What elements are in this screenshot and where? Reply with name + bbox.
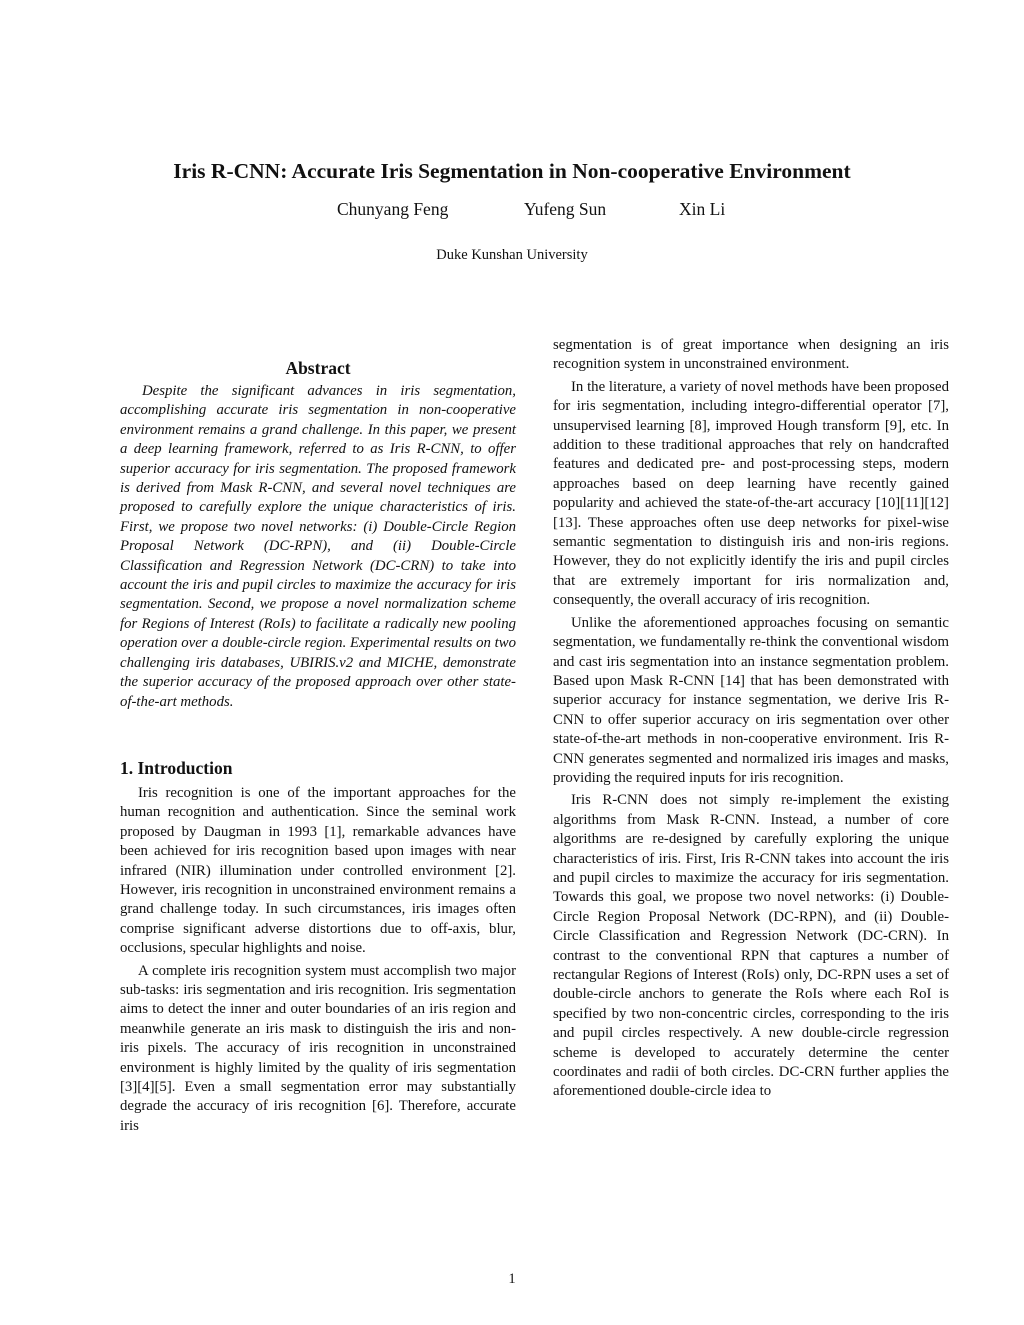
body-paragraph: Iris recognition is one of the important approaches for the human recognition and authentication. Since the seminal work proposed by Daugman in 1993 [1], remarkable advances have been achieved for iris recognition based upon images with near infrared (NIR) illumination under controlled environment [2]. However, iris recognition in unconstrained environment remains a grand challenge today. In such circumstances, iris images often comprise significant adverse distortions due to off-axis, blur, occlusions, specular highlights and noise. xyxy=(120,784,516,957)
page-number: 1 xyxy=(508,1271,516,1287)
body-paragraph: In the literature, a variety of novel methods have been proposed for iris segmentation, including integro-differential operator [7], unsupervised learning [8], improved Hough transform [9], etc. In addition to these traditional approaches that rely on handcrafted features and dedicated pre- and post-processing steps, modern approaches based on deep learning have recently gained popularity and achieved the state-of-the-art accuracy [10][11][12][13]. These approaches often use deep networks for pixel-wise semantic segmentation to distinguish iris and non-iris regions. However, they do not explicitly identify the iris and pupil circles that are extremely important for iris normalization and, consequently, the overall accuracy of iris recognition. xyxy=(553,378,949,609)
body-paragraph: Iris R-CNN does not simply re-implement the existing algorithms from Mask R-CNN. Instead, a number of core algorithms are re-designed by carefully exploring the unique characteristics of iris. First, Iris R-CNN takes into account the iris and pupil circles to maximize the accuracy for iris segmentation. Towards this goal, we propose two novel networks: (i) Double-Circle Region Proposal Network (DC-RPN), and (ii) Double-Circle Classification and Regression Network (DC-CRN). In contrast to the conventional RPN that captures a number of rectangular Regions of Interest (RoIs) only, DC-RPN uses a set of double-circle anchors to generate the RoIs where each RoI is specified by two non-concentric circles, corresponding to the iris and pupil circles respectively. A new double-circle regression scheme is developed to accurately determine the center coordinates and radii of both circles. DC-CRN further applies the aforementioned double-circle idea to xyxy=(553,792,949,1100)
body-paragraph: A complete iris recognition system must accomplish two major sub-tasks: iris segmentation and iris recognition. Iris segmentation aims to detect the inner and outer boundaries of an iris region and meanwhile generate an iris mask to distinguish the iris and non-iris pixels. The accuracy of iris recognition in unconstrained environment is highly limited by the quality of iris segmentation [3][4][5]. Even a small segmentation error may substantially degrade the accuracy of iris recognition [6]. Therefore, accurate iris xyxy=(120,962,516,1134)
author-name: Xin Li xyxy=(679,199,726,219)
section-heading: 1. Introduction xyxy=(120,757,233,778)
affiliation: Duke Kunshan University xyxy=(436,247,588,263)
left-column xyxy=(120,356,516,1139)
author-list xyxy=(0,199,1024,221)
author-name: Chunyang Feng xyxy=(337,199,449,219)
body-paragraph: segmentation is of great importance when designing an iris recognition system in unconstrained environment. xyxy=(553,337,949,373)
body-paragraph: Unlike the aforementioned approaches focusing on semantic segmentation, we fundamentally re-think the conventional wisdom and cast iris segmentation into an instance segmentation problem. Based upon Mask R-CNN [14] that has been demonstrated with superior accuracy for instance segmentation, we derive Iris R-CNN to offer superior accuracy on iris segmentation over other state-of-the-art methods in non-cooperative environment. Iris R-CNN generates segmented and normalized iris images and masks, providing the required inputs for iris recognition. xyxy=(553,614,949,786)
author-name: Yufeng Sun xyxy=(524,199,607,219)
paper-title: Iris R-CNN: Accurate Iris Segmentation in Non-cooperative Environment xyxy=(173,159,851,183)
abstract-heading: Abstract xyxy=(285,358,351,378)
abstract-text: Despite the significant advances in iris segmentation, accomplishing accurate iris segmentation in non-cooperative environment remains a grand challenge. In this paper, we present a deep learning framework, referred to as Iris R-CNN, to offer superior accuracy for iris segmentation. The proposed framework is derived from Mask R-CNN, and several novel techniques are proposed to carefully explore the unique characteristics of iris. First, we propose two novel networks: (i) Double-Circle Region Proposal Network (DC-RPN), and (ii) Double-Circle Classification and Regression Network (DC-CRN) to take into account the iris and pupil circles to maximize the accuracy for iris segmentation. Second, we propose a novel normalization scheme for Regions of Interest (RoIs) to facilitate a radically new pooling operation over a double-circle region. Experimental results on two challenging iris databases, UBIRIS.v2 and MICHE, demonstrate the superior accuracy of the proposed approach over other state-of-the-art methods. xyxy=(120,383,516,710)
right-column xyxy=(553,336,949,1105)
